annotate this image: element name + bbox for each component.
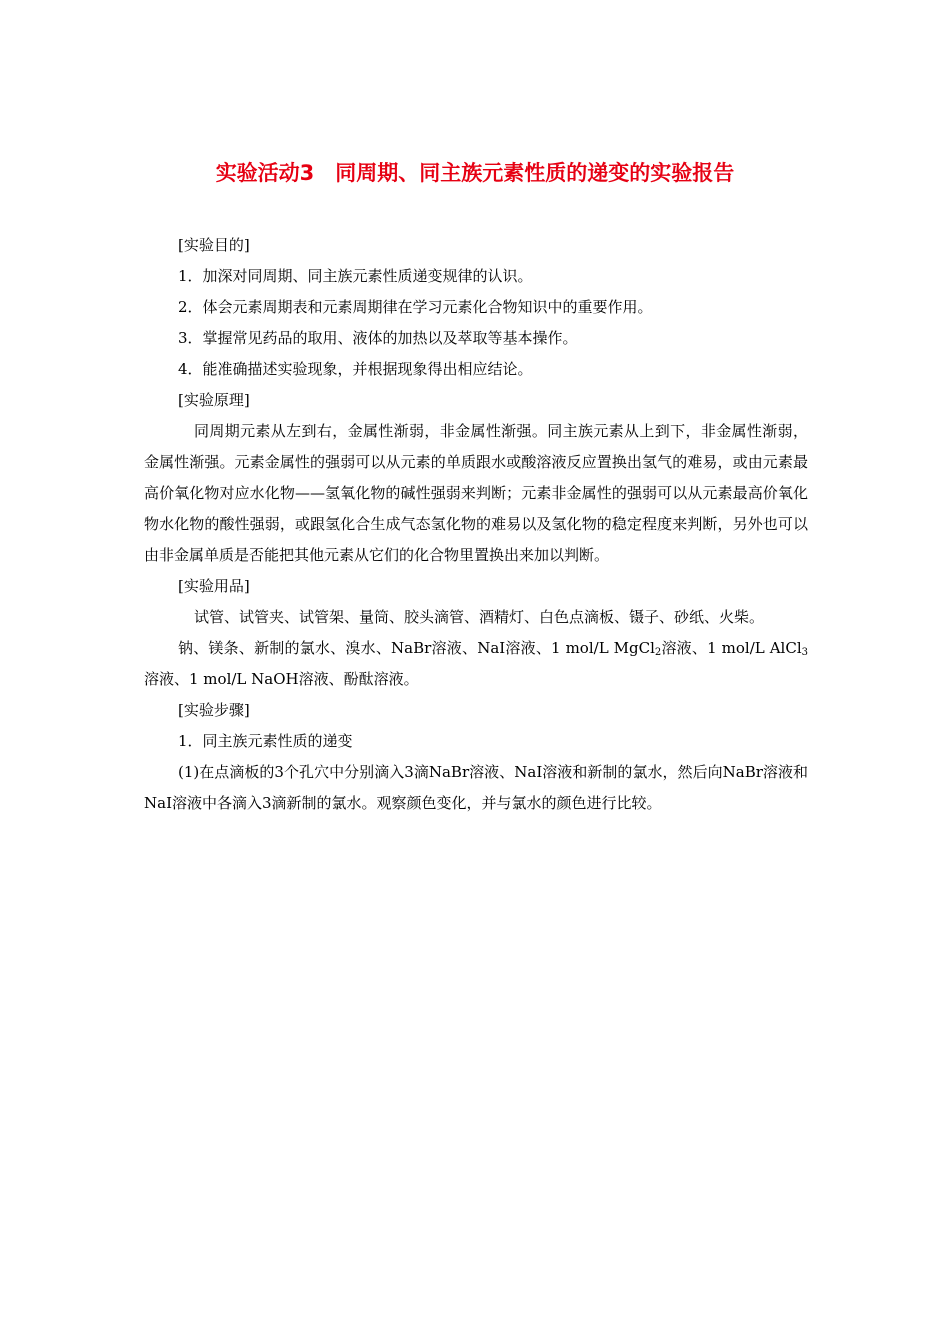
- materials-heading: [实验用品]: [178, 577, 250, 595]
- document-body: [144, 230, 808, 819]
- purpose-heading: [实验目的]: [178, 236, 250, 254]
- purpose-item-4: 4．能准确描述实验现象，并根据现象得出相应结论。: [178, 360, 533, 378]
- reagents-text-1: 钠、镁条、新制的氯水、溴水、NaBr溶液、NaI溶液、1 mol/L MgCl: [178, 639, 655, 657]
- purpose-item-3: 3．掌握常见药品的取用、液体的加热以及萃取等基本操作。: [178, 329, 578, 347]
- reagents-text-3: 溶液、1 mol/L NaOH溶液、酚酞溶液。: [144, 670, 419, 688]
- materials-reagents: [144, 633, 808, 695]
- principle-text: 同周期元素从左到右，金属性渐弱，非金属性渐强。同主族元素从上到下，非金属性渐弱，金属性渐强。元素金属性的强弱可以从元素的单质跟水或酸溶液反应置换出氢气的难易，或由元素最高价氧化物对应水化物——氢氧化物的碱性强弱来判断；元素非金属性的强弱可以从元素最高价氧化物水化物的酸性强弱，或跟氢化合生成气态氢化物的难易以及氢化物的稳定程度来判断，另外也可以由非金属单质是否能把其他元素从它们的化合物里置换出来加以判断。: [144, 422, 808, 564]
- step-1-text: (1)在点滴板的3个孔穴中分别滴入3滴NaBr溶液、NaI溶液和新制的氯水，然后向NaBr溶液和NaI溶液中各滴入3滴新制的氯水。观察颜色变化，并与氯水的颜色进行比较。: [144, 763, 808, 812]
- steps-heading: [实验步骤]: [178, 701, 250, 719]
- principle-heading: [实验原理]: [178, 391, 250, 409]
- purpose-item-1: 1．加深对同周期、同主族元素性质递变规律的认识。: [178, 267, 533, 285]
- steps-subheading: 1．同主族元素性质的递变: [178, 732, 353, 750]
- reagents-text-2: 溶液、1 mol/L AlCl: [661, 639, 802, 657]
- document-title: 实验活动3 同周期、同主族元素性质的递变的实验报告: [215, 161, 735, 185]
- reagents-subscript-1: 2: [654, 647, 662, 658]
- materials-equipment: 试管、试管夹、试管架、量筒、胶头滴管、酒精灯、白色点滴板、镊子、砂纸、火柴。: [194, 608, 765, 626]
- reagents-subscript-2: 3: [801, 647, 808, 658]
- purpose-item-2: 2．体会元素周期表和元素周期律在学习元素化合物知识中的重要作用。: [178, 298, 653, 316]
